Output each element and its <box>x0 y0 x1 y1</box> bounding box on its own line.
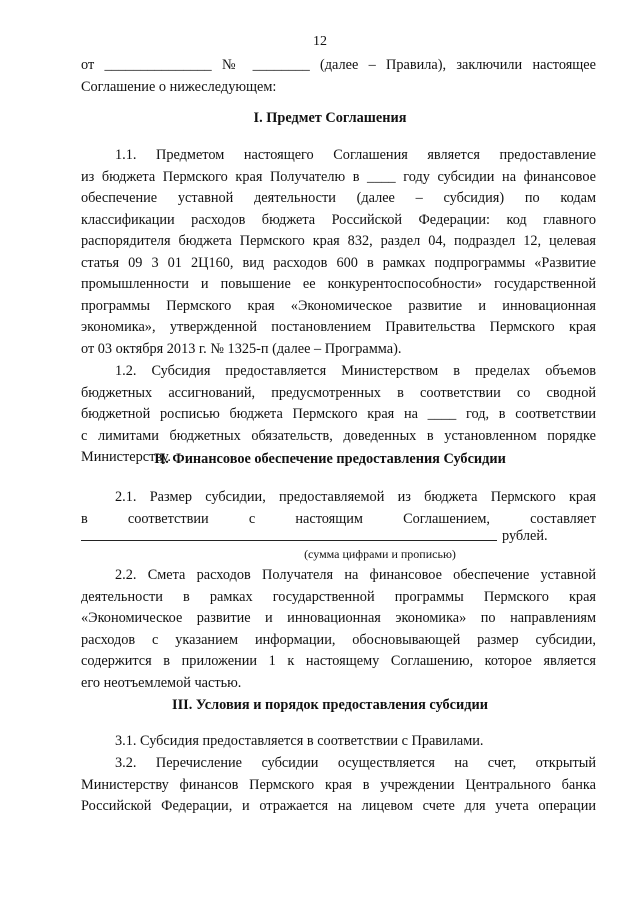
rub-label: рублей. <box>502 528 548 544</box>
paragraph-1-1 <box>81 145 596 360</box>
paragraph-2-1 <box>81 487 596 530</box>
paragraph-2-2 <box>81 565 596 694</box>
text-line: экономика», утвержденной постановлением Правительства Пермского края <box>81 319 596 335</box>
intro-paragraph <box>81 55 596 98</box>
intro-line: от _______________ № ________ (далее – Правила), заключили настоящее <box>81 57 596 73</box>
text-line: 3.1. Субсидия предоставляется в соответствии с Правилами. <box>115 733 484 749</box>
text-line: 2.2. Смета расходов Получателя на финансовое обеспечение уставной <box>115 567 596 583</box>
text-line: Министерству. <box>81 449 171 465</box>
text-line: промышленности и повышение ее конкурентоспособности» государственной <box>81 276 596 292</box>
intro-line: Соглашение о нижеследующем: <box>81 78 277 95</box>
section-heading: II. Финансовое обеспечение предоставления Субсидии <box>154 451 506 467</box>
text-line: обеспечение уставной деятельности (далее – субсидия) по кодам <box>81 190 596 206</box>
text-line: распорядителя бюджета Пермского края 832, раздел 04, подраздел 12, целевая <box>81 233 596 249</box>
text-line: содержится в приложении 1 к настоящему Соглашению, которое является <box>81 653 596 669</box>
paragraph-3-2 <box>81 753 596 818</box>
text-line: Российской Федерации, и отражается на лицевом счете для учета операции <box>81 798 596 814</box>
amount-caption: (сумма цифрами и прописью) <box>304 547 456 561</box>
text-line: 2.1. Размер субсидии, предоставляемой из бюджета Пермского края <box>115 489 596 505</box>
text-line: в соответствии с настоящим Соглашением, составляет <box>81 510 596 527</box>
text-line: 1.2. Субсидия предоставляется Министерством в пределах объемов <box>115 363 596 379</box>
text-line: программы Пермского края «Экономическое развитие и инновационная <box>81 297 596 314</box>
text-line: «Экономическое развитие и инновационная экономика» по направлениям <box>81 610 596 626</box>
section-heading: III. Условия и порядок предоставления субсидии <box>172 697 488 713</box>
text-line: бюджетной росписью бюджета Пермского края на ____ год, в соответствии <box>81 406 596 422</box>
text-line: из бюджета Пермского края Получателю в ____ году субсидии на финансовое <box>81 168 596 185</box>
text-line: деятельности в рамках государственной программы Пермского края <box>81 588 596 605</box>
text-line: Министерству финансов Пермского края в учреждении Центрального банка <box>81 776 596 793</box>
text-line: 1.1. Предметом настоящего Соглашения является предоставление <box>115 147 596 163</box>
text-line: 3.2. Перечисление субсидии осуществляется на счет, открытый <box>115 755 596 771</box>
section-heading: I. Предмет Соглашения <box>253 110 407 126</box>
text-line: его неотъемлемой частью. <box>81 674 242 691</box>
text-line: с лимитами бюджетных обязательств, доведенных в установленном порядке <box>81 427 596 444</box>
text-line: бюджетных ассигнований, предусмотренных в соответствии со сводной <box>81 384 596 401</box>
text-line: статья 09 3 01 2Ц160, вид расходов 600 в рамках подпрограммы «Развитие <box>81 254 596 271</box>
paragraph-3-1 <box>81 731 596 753</box>
page-number: 12 <box>313 34 327 49</box>
amount-blank-line <box>81 539 497 541</box>
text-line: классификации расходов бюджета Российской Федерации: код главного <box>81 211 596 228</box>
text-line: расходов с указанием информации, обосновывающей размер субсидии, <box>81 631 596 648</box>
text-line: от 03 октября 2013 г. № 1325-п (далее – Программа). <box>81 340 402 357</box>
